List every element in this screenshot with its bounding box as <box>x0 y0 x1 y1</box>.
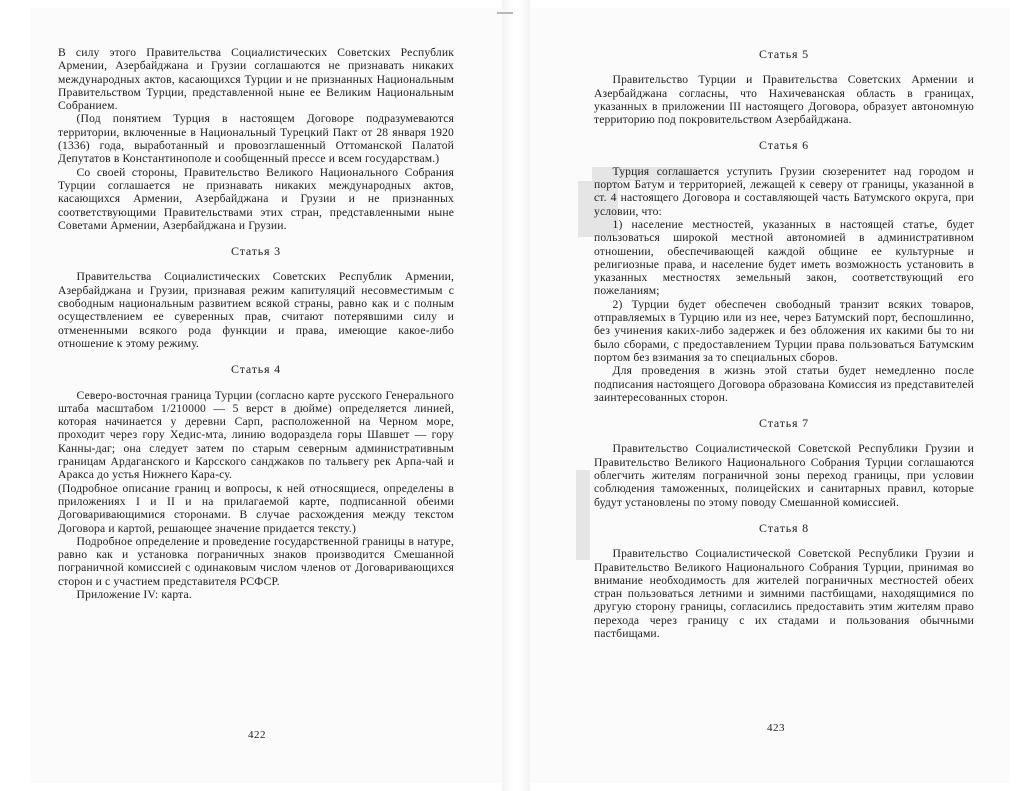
list-item: 2) Турции будет обеспечен свободный транзит всяких товаров, отправляемых в Турцию или из нее, через Батумский порт, беспошлинно, без учинения каких-либо задержек и без обложения их какими бы то ни было сборами, с предоставлением Турции права пользоваться Батумским портом без взимания за то специальных сборов. <box>594 297 974 364</box>
gutter-mark <box>497 12 513 14</box>
paragraph: Правительство Социалистической Советской Республики Грузии и Правительство Великого Национального Собрания Турции, принимая во внимание необходимость для жителей пограничных местностей обеих стран пользоваться летними и зимними пастбищами, находящимися по другую сторону границы, согласились предоставить этим жителям право перехода через границу с их стадами и пользования обычными пастбищами. <box>594 547 974 640</box>
scan-shade <box>576 470 590 560</box>
page-number: 423 <box>767 722 785 734</box>
paragraph: В силу этого Правительства Социалистических Советских Республик Армении, Азербайджана и Грузии соглашаются не признавать никаких международных актов, касающихся Турции и не признанных Национальным Правительством Турции, представленной ныне ее Великим Национальным Собранием. <box>58 46 454 113</box>
article-heading: Статья 8 <box>759 520 809 535</box>
paragraph: Северо-восточная граница Турции (согласно карте русского Генерального штаба масштабом 1/210000 — 5 верст в дюйме) определяется линией, которая начинается у деревни Сарп, расположенной на Черном море, проходит через гору Хедис-мта, линию водораздела горы Шавшет — гору Канны-даг; она следует затем по старым северным административным границам Ардаганского и Карсского санджаков по тальвегу рек Арпа-чай и Аракса до устья Нижнего Кара-су. <box>58 388 454 482</box>
paragraph: (Подробное описание границ и вопросы, к ней относящиеся, определены в приложениях I и II и на прилагаемой карте, подписанной обеими Договаривающимися сторонами. В случае расхождения между текстом Договора и картой, решающее значение придается тексту.) <box>58 481 454 535</box>
book-gutter <box>502 0 530 791</box>
paragraph: Подробное определение и проведение государственной границы в натуре, равно как и установка пограничных знаков производится Смешанной пограничной комиссией с одинаковым числом членов от Договаривающихся сторон и с участием представителя РСФСР. <box>58 534 454 588</box>
paragraph: Для проведения в жизнь этой статьи будет немедленно после подписания настоящего Договора образована Комиссия из представителей заинтересованных сторон. <box>594 364 974 404</box>
paragraph: Приложение IV: карта. <box>76 587 192 601</box>
right-page-text <box>594 48 974 640</box>
paragraph: (Под понятием Турция в настоящем Договоре подразумеваются территории, включенные в Национальный Турецкий Пакт от 28 января 1920 (1336) года, выработанный и провозглашенный Оттоманской Палатой Депутатов в Константинополе и сообщенный прессе и всем государствам.) <box>58 112 454 166</box>
article-heading: Статья 3 <box>231 244 281 259</box>
paragraph: Правительство Социалистической Советской Республики Грузии и Правительство Великого Национального Собрания Турции соглашаются облегчить жителям пограничной зоны переход границы, при условии соблюдения таможенных, полицейских и санитарных правил, которые будут установлены по этому поводу Смешанной комиссией. <box>594 442 974 509</box>
article-heading: Статья 6 <box>759 138 809 153</box>
article-heading: Статья 4 <box>231 362 281 377</box>
paragraph: Правительство Турции и Правительства Советских Армении и Азербайджана согласны, что Нахичеванская область в границах, указанных в приложении III настоящего Договора, образует автономную территорию под покровительством Азербайджана. <box>594 73 974 127</box>
left-page-text <box>58 46 454 601</box>
list-item: 1) население местностей, указанных в настоящей статье, будет пользоваться широкой местной автономией в административном отношении, обеспечивающей каждой общине ее культурные и религиозные права, и население будет иметь возможность установить в указанных местностях земельный закон, соответствующий его пожеланиям; <box>594 217 974 298</box>
article-heading: Статья 5 <box>759 47 809 61</box>
paragraph: Турция соглашается уступить Грузии сюзеренитет над городом и портом Батум и территорией, лежащей к северу от границы, указанной в ст. 4 настоящего Договора и составляющей часть Батумского округа, при условии, что: <box>594 164 974 218</box>
page-number: 422 <box>248 729 266 741</box>
paragraph: Со своей стороны, Правительство Великого Национального Собрания Турции соглашается не признавать никаких международных актов, касающихся Армении, Азербайджана и Грузии и не признанных соответствующими Правительствами этих стран, представленными ныне Советами Армении, Азербайджана и Грузии. <box>58 165 454 232</box>
article-heading: Статья 7 <box>759 416 809 431</box>
paragraph: Правительства Социалистических Советских Республик Армении, Азербайджана и Грузии, признавая режим капитуляций несовместимым с свободным национальным развитием всякой страны, равно как и с полным осуществлением ее суверенных прав, считают потерявшими силу и отмененными всякого рода функции и права, имеющие какое-либо отношение к этому режиму. <box>58 270 454 350</box>
